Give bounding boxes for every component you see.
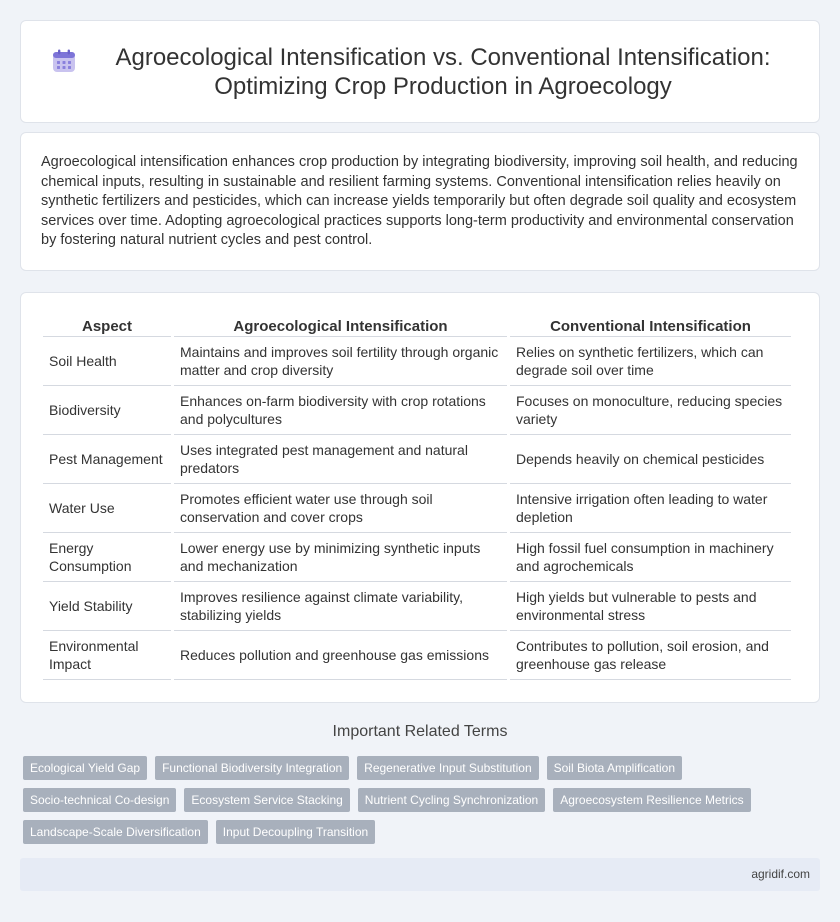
footer: [20, 858, 820, 891]
footer-site-link[interactable]: agridif.com: [751, 867, 810, 881]
conventional-cell: Intensive irrigation often leading to water depletion: [510, 484, 791, 533]
related-term-tag[interactable]: Ecosystem Service Stacking: [184, 788, 349, 812]
aspect-cell: Environmental Impact: [43, 631, 171, 680]
aspect-cell: Soil Health: [43, 337, 171, 386]
conventional-cell: Relies on synthetic fertilizers, which can degrade soil over time: [510, 337, 791, 386]
agroecological-cell: Promotes efficient water use through soil conservation and cover crops: [174, 484, 507, 533]
aspect-cell: Yield Stability: [43, 582, 171, 631]
comparison-table-card: [20, 292, 820, 703]
agroecological-cell: Maintains and improves soil fertility through organic matter and crop diversity: [174, 337, 507, 386]
related-terms-list: [23, 756, 813, 852]
aspect-cell: Biodiversity: [43, 386, 171, 435]
intro-paragraph: Agroecological intensification enhances crop production by integrating biodiversity, improving soil health, and reducing chemical inputs, resulting in sustainable and resilient farming systems. Conventional intensification relies heavily on synthetic fertilizers and pesticides, which can increase yields temporarily but often degrade soil quality and ecosystem services over time. Adopting agroecological practices supports long-term productivity and environmental conservation by fostering natural nutrient cycles and pest control.: [41, 154, 798, 248]
conventional-cell: Contributes to pollution, soil erosion, and greenhouse gas release: [510, 631, 791, 680]
table-header-row: [43, 315, 791, 337]
calendar-grid-icon: [51, 48, 77, 74]
related-term-tag[interactable]: Input Decoupling Transition: [216, 820, 375, 844]
agroecological-cell: Improves resilience against climate variability, stabilizing yields: [174, 582, 507, 631]
conventional-cell: Depends heavily on chemical pesticides: [510, 435, 791, 484]
aspect-cell: Pest Management: [43, 435, 171, 484]
related-term-tag[interactable]: Functional Biodiversity Integration: [155, 756, 349, 780]
agroecological-cell: Enhances on-farm biodiversity with crop rotations and polycultures: [174, 386, 507, 435]
related-term-tag[interactable]: Landscape-Scale Diversification: [23, 820, 208, 844]
page-title: Agroecological Intensification vs. Conventional Intensification: Optimizing Crop Production in Agroecology: [115, 43, 771, 100]
agroecological-cell: Reduces pollution and greenhouse gas emissions: [174, 631, 507, 680]
header-conventional: Conventional Intensification: [510, 315, 791, 337]
agroecological-cell: Lower energy use by minimizing synthetic inputs and mechanization: [174, 533, 507, 582]
aspect-cell: Energy Consumption: [43, 533, 171, 582]
related-term-tag[interactable]: Agroecosystem Resilience Metrics: [553, 788, 750, 812]
title-card: [20, 20, 820, 123]
related-terms-heading: Important Related Terms: [332, 723, 508, 740]
table-row: [43, 337, 791, 386]
related-term-tag[interactable]: Soil Biota Amplification: [547, 756, 682, 780]
table-row: [43, 582, 791, 631]
table-row: [43, 386, 791, 435]
agroecological-cell: Uses integrated pest management and natural predators: [174, 435, 507, 484]
related-term-tag[interactable]: Socio-technical Co-design: [23, 788, 176, 812]
table-row: [43, 631, 791, 680]
conventional-cell: High fossil fuel consumption in machinery and agrochemicals: [510, 533, 791, 582]
table-row: [43, 435, 791, 484]
header-agroecological: Agroecological Intensification: [174, 315, 507, 337]
conventional-cell: High yields but vulnerable to pests and environmental stress: [510, 582, 791, 631]
header-aspect: Aspect: [43, 315, 171, 337]
table-row: [43, 484, 791, 533]
table-row: [43, 533, 791, 582]
aspect-cell: Water Use: [43, 484, 171, 533]
conventional-cell: Focuses on monoculture, reducing species variety: [510, 386, 791, 435]
intro-card: [20, 132, 820, 271]
related-term-tag[interactable]: Nutrient Cycling Synchronization: [358, 788, 545, 812]
related-term-tag[interactable]: Ecological Yield Gap: [23, 756, 147, 780]
comparison-table: [40, 315, 794, 680]
related-term-tag[interactable]: Regenerative Input Substitution: [357, 756, 538, 780]
